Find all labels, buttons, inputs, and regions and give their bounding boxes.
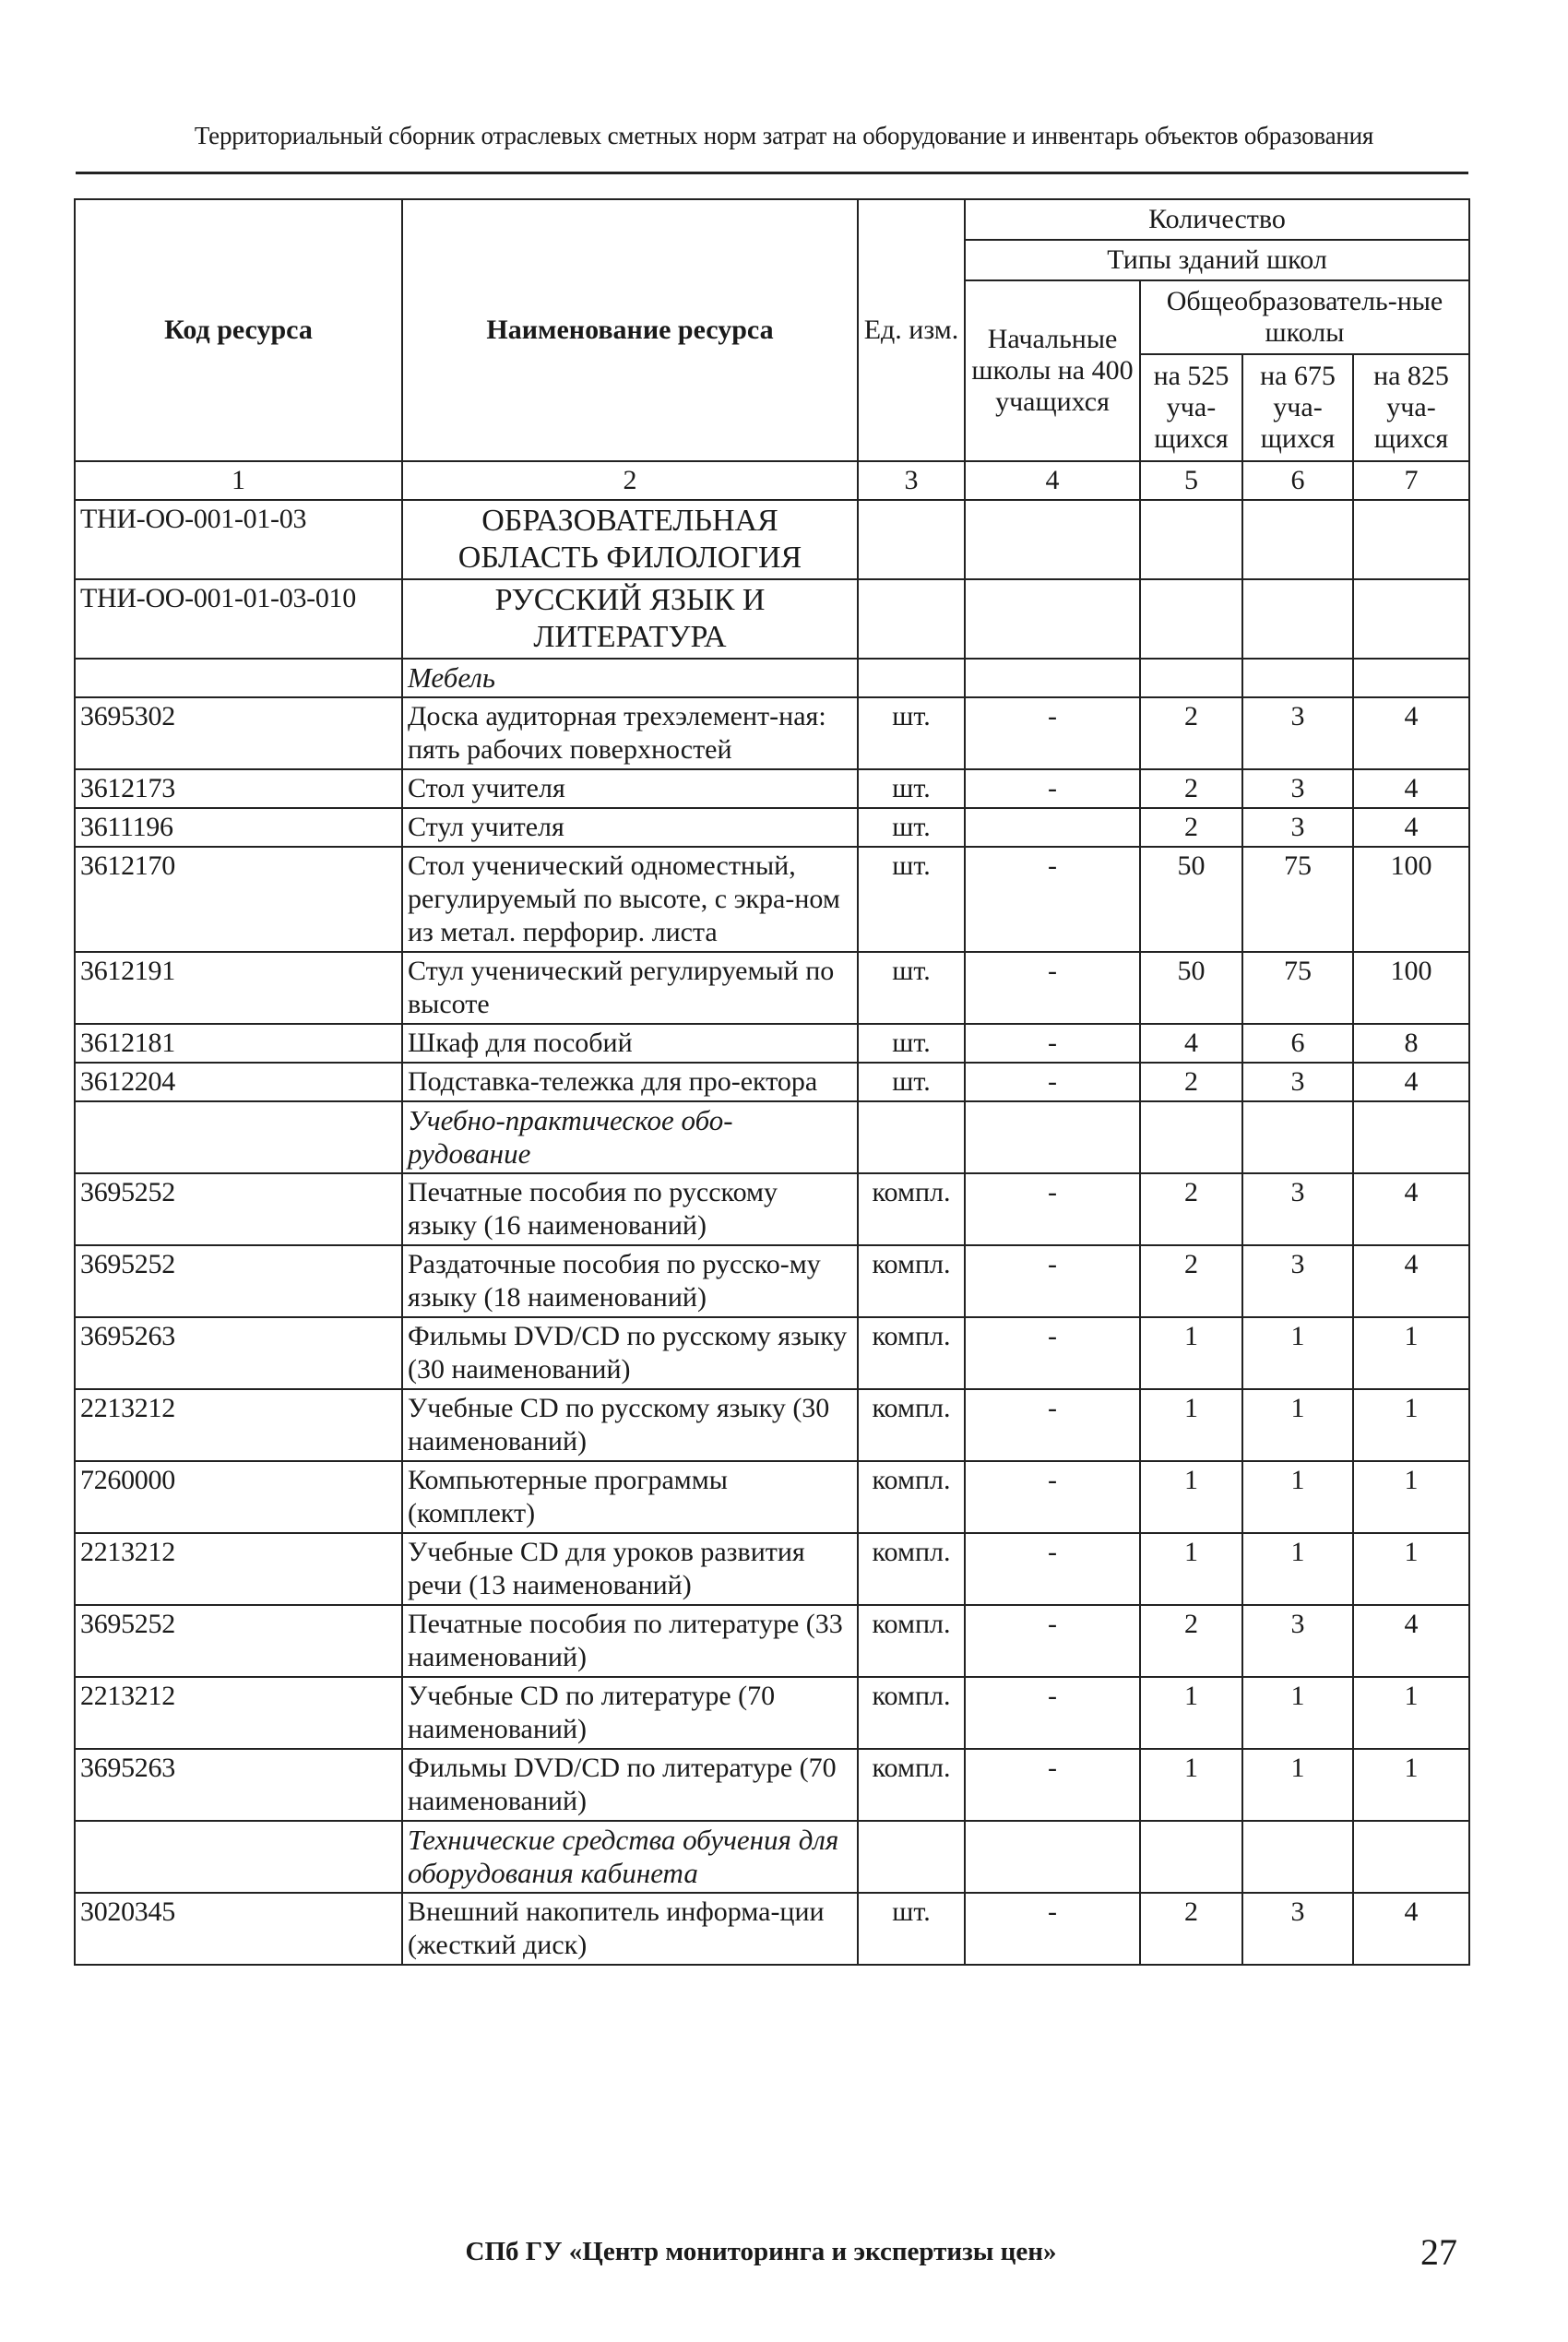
page-number: 27 [1420,2231,1457,2273]
qty-cell [1242,579,1353,659]
section-title: ОБРАЗОВАТЕЛЬНАЯ ОБЛАСТЬ ФИЛОЛОГИЯ [402,500,858,579]
unit-cell: компл. [858,1749,965,1821]
unit-cell: компл. [858,1461,965,1533]
qty-cell [1353,1101,1469,1173]
qty-825: 1 [1353,1749,1469,1821]
header-primary-schools: Начальные школы на 400 учащихся [965,280,1140,461]
resource-code [75,1821,402,1893]
qty-675: 3 [1242,697,1353,769]
qty-primary: - [965,847,1140,952]
qty-primary: - [965,1677,1140,1749]
group-title: Учебно-практическое обо-рудование [402,1101,858,1173]
col-number: 7 [1353,461,1469,500]
header-general-schools: Общеобразователь-ные школы [1140,280,1469,354]
resource-code: 3695252 [75,1245,402,1317]
resource-name: Печатные пособия по русскому языку (16 наименований) [402,1173,858,1245]
resource-code [75,659,402,697]
qty-825: 4 [1353,1173,1469,1245]
table-row [75,1749,1469,1821]
group-row [75,659,1469,697]
unit-cell: шт. [858,1063,965,1101]
resource-code: 2213212 [75,1389,402,1461]
qty-cell [1242,500,1353,579]
running-header: Территориальный сборник отраслевых сметных норм затрат на оборудование и инвентарь объектов образования [194,122,1374,149]
qty-primary: - [965,1245,1140,1317]
qty-525: 1 [1140,1317,1242,1389]
qty-primary: - [965,1317,1140,1389]
qty-cell [1242,1821,1353,1893]
resource-name: Внешний накопитель информа-ции (жесткий диск) [402,1893,858,1965]
qty-675: 3 [1242,769,1353,808]
qty-primary: - [965,1024,1140,1063]
qty-675: 3 [1242,808,1353,847]
resource-code: 3695302 [75,697,402,769]
qty-825: 4 [1353,769,1469,808]
qty-825: 100 [1353,952,1469,1024]
qty-525: 2 [1140,1063,1242,1101]
header-525: на 525 уча-щихся [1140,354,1242,461]
qty-525: 2 [1140,1893,1242,1965]
qty-primary: - [965,769,1140,808]
qty-primary: - [965,1063,1140,1101]
unit-cell: компл. [858,1173,965,1245]
qty-675: 3 [1242,1173,1353,1245]
qty-cell [1140,579,1242,659]
qty-825: 4 [1353,808,1469,847]
header-675: на 675 уча-щихся [1242,354,1353,461]
qty-525: 1 [1140,1389,1242,1461]
section-title: РУССКИЙ ЯЗЫК И ЛИТЕРАТУРА [402,579,858,659]
col-number: 2 [402,461,858,500]
qty-cell [1353,579,1469,659]
resource-name: Учебные CD по литературе (70 наименований) [402,1677,858,1749]
group-row [75,1821,1469,1893]
resource-code: 2213212 [75,1677,402,1749]
table-head [75,199,1469,500]
resource-code: 3611196 [75,808,402,847]
table-row [75,808,1469,847]
table-row [75,697,1469,769]
qty-825: 1 [1353,1677,1469,1749]
unit-cell: шт. [858,847,965,952]
resource-name: Компьютерные программы (комплект) [402,1461,858,1533]
section-row [75,579,1469,659]
qty-primary: - [965,1389,1140,1461]
unit-cell: компл. [858,1605,965,1677]
qty-675: 3 [1242,1063,1353,1101]
table-row [75,1533,1469,1605]
unit-cell: шт. [858,808,965,847]
qty-primary: - [965,952,1140,1024]
qty-cell [1140,500,1242,579]
qty-525: 1 [1140,1677,1242,1749]
unit-cell: компл. [858,1677,965,1749]
resource-name: Печатные пособия по литературе (33 наименований) [402,1605,858,1677]
unit-cell [858,659,965,697]
qty-primary: - [965,1533,1140,1605]
col-number: 5 [1140,461,1242,500]
resource-code: 3612204 [75,1063,402,1101]
resource-name: Доска аудиторная трехэлемент-ная: пять рабочих поверхностей [402,697,858,769]
header-quantity: Количество [965,199,1469,240]
qty-825: 100 [1353,847,1469,952]
qty-cell [965,659,1140,697]
qty-825: 1 [1353,1461,1469,1533]
qty-cell [1353,1821,1469,1893]
qty-cell [1353,659,1469,697]
table-row [75,1389,1469,1461]
qty-825: 4 [1353,1063,1469,1101]
qty-525: 2 [1140,769,1242,808]
qty-525: 1 [1140,1461,1242,1533]
table-row [75,1173,1469,1245]
unit-cell: шт. [858,1893,965,1965]
resource-code: 3695252 [75,1173,402,1245]
header-825: на 825 уча-щихся [1353,354,1469,461]
qty-525: 2 [1140,697,1242,769]
qty-675: 75 [1242,847,1353,952]
qty-primary: - [965,1893,1140,1965]
resource-code: 3695263 [75,1749,402,1821]
resource-code [75,1101,402,1173]
footer-organization: СПб ГУ «Центр мониторинга и экспертизы цен» [465,2237,1057,2266]
qty-primary: - [965,697,1140,769]
qty-primary [965,808,1140,847]
qty-525: 2 [1140,1605,1242,1677]
table-row [75,847,1469,952]
table-row [75,952,1469,1024]
unit-cell: компл. [858,1533,965,1605]
table-body [75,500,1469,1965]
table-row [75,769,1469,808]
resource-code: 3612170 [75,847,402,952]
col-number: 1 [75,461,402,500]
qty-cell [965,500,1140,579]
resource-code: ТНИ-ОО-001-01-03 [75,500,402,579]
qty-525: 1 [1140,1533,1242,1605]
resource-code: 3612191 [75,952,402,1024]
qty-cell [965,1101,1140,1173]
group-title: Технические средства обучения для оборудования кабинета [402,1821,858,1893]
qty-675: 1 [1242,1749,1353,1821]
qty-cell [1140,1821,1242,1893]
qty-825: 4 [1353,1605,1469,1677]
qty-525: 50 [1140,847,1242,952]
qty-525: 4 [1140,1024,1242,1063]
unit-cell: компл. [858,1317,965,1389]
header-rule [76,172,1468,174]
qty-675: 75 [1242,952,1353,1024]
qty-825: 1 [1353,1533,1469,1605]
resource-code: 3695263 [75,1317,402,1389]
resource-name: Стул ученический регулируемый по высоте [402,952,858,1024]
qty-825: 1 [1353,1317,1469,1389]
qty-675: 1 [1242,1461,1353,1533]
unit-cell: шт. [858,952,965,1024]
table-row [75,1677,1469,1749]
qty-cell [1353,500,1469,579]
section-row [75,500,1469,579]
resource-name: Фильмы DVD/CD по литературе (70 наименований) [402,1749,858,1821]
qty-cell [1140,1101,1242,1173]
resource-code: 3020345 [75,1893,402,1965]
resource-name: Учебные CD по русскому языку (30 наименований) [402,1389,858,1461]
resource-name: Подставка-тележка для про-ектора [402,1063,858,1101]
table-row [75,1605,1469,1677]
table-row [75,1317,1469,1389]
resource-name: Стол учителя [402,769,858,808]
qty-675: 1 [1242,1389,1353,1461]
qty-primary: - [965,1749,1140,1821]
resource-code: 3612173 [75,769,402,808]
qty-675: 1 [1242,1677,1353,1749]
qty-cell [965,1821,1140,1893]
unit-cell [858,579,965,659]
qty-675: 1 [1242,1317,1353,1389]
qty-525: 2 [1140,1245,1242,1317]
header-code: Код ресурса [75,199,402,461]
group-row [75,1101,1469,1173]
qty-primary: - [965,1173,1140,1245]
qty-825: 4 [1353,1893,1469,1965]
col-number: 3 [858,461,965,500]
header-name: Наименование ресурса [402,199,858,461]
unit-cell: шт. [858,769,965,808]
qty-675: 6 [1242,1024,1353,1063]
qty-675: 3 [1242,1605,1353,1677]
unit-cell [858,500,965,579]
header-building-types: Типы зданий школ [965,240,1469,280]
resource-table [74,198,1470,1966]
resource-code: ТНИ-ОО-001-01-03-010 [75,579,402,659]
resource-code: 3612181 [75,1024,402,1063]
table-row [75,1461,1469,1533]
resource-name: Шкаф для пособий [402,1024,858,1063]
qty-675: 1 [1242,1533,1353,1605]
unit-cell: шт. [858,697,965,769]
table-row [75,1893,1469,1965]
qty-cell [1140,659,1242,697]
resource-code: 3695252 [75,1605,402,1677]
qty-525: 2 [1140,1173,1242,1245]
unit-cell [858,1101,965,1173]
qty-primary: - [965,1461,1140,1533]
col-number: 6 [1242,461,1353,500]
table-row [75,1024,1469,1063]
unit-cell [858,1821,965,1893]
qty-cell [965,579,1140,659]
resource-name: Стол ученический одноместный, регулируемый по высоте, с экра-ном из метал. перфорир. листа [402,847,858,952]
qty-825: 8 [1353,1024,1469,1063]
resource-name: Раздаточные пособия по русско-му языку (18 наименований) [402,1245,858,1317]
unit-cell: компл. [858,1389,965,1461]
qty-525: 2 [1140,808,1242,847]
qty-825: 1 [1353,1389,1469,1461]
qty-825: 4 [1353,1245,1469,1317]
resource-name: Стул учителя [402,808,858,847]
qty-675: 3 [1242,1893,1353,1965]
qty-525: 1 [1140,1749,1242,1821]
qty-675: 3 [1242,1245,1353,1317]
resource-code: 2213212 [75,1533,402,1605]
qty-cell [1242,659,1353,697]
resource-name: Учебные CD для уроков развития речи (13 наименований) [402,1533,858,1605]
unit-cell: шт. [858,1024,965,1063]
col-number: 4 [965,461,1140,500]
table-row [75,1245,1469,1317]
resource-name: Фильмы DVD/CD по русскому языку (30 наименований) [402,1317,858,1389]
header-unit: Ед. изм. [858,199,965,461]
unit-cell: компл. [858,1245,965,1317]
qty-825: 4 [1353,697,1469,769]
qty-cell [1242,1101,1353,1173]
qty-525: 50 [1140,952,1242,1024]
resource-code: 7260000 [75,1461,402,1533]
qty-primary: - [965,1605,1140,1677]
table-row [75,1063,1469,1101]
group-title: Мебель [402,659,858,697]
